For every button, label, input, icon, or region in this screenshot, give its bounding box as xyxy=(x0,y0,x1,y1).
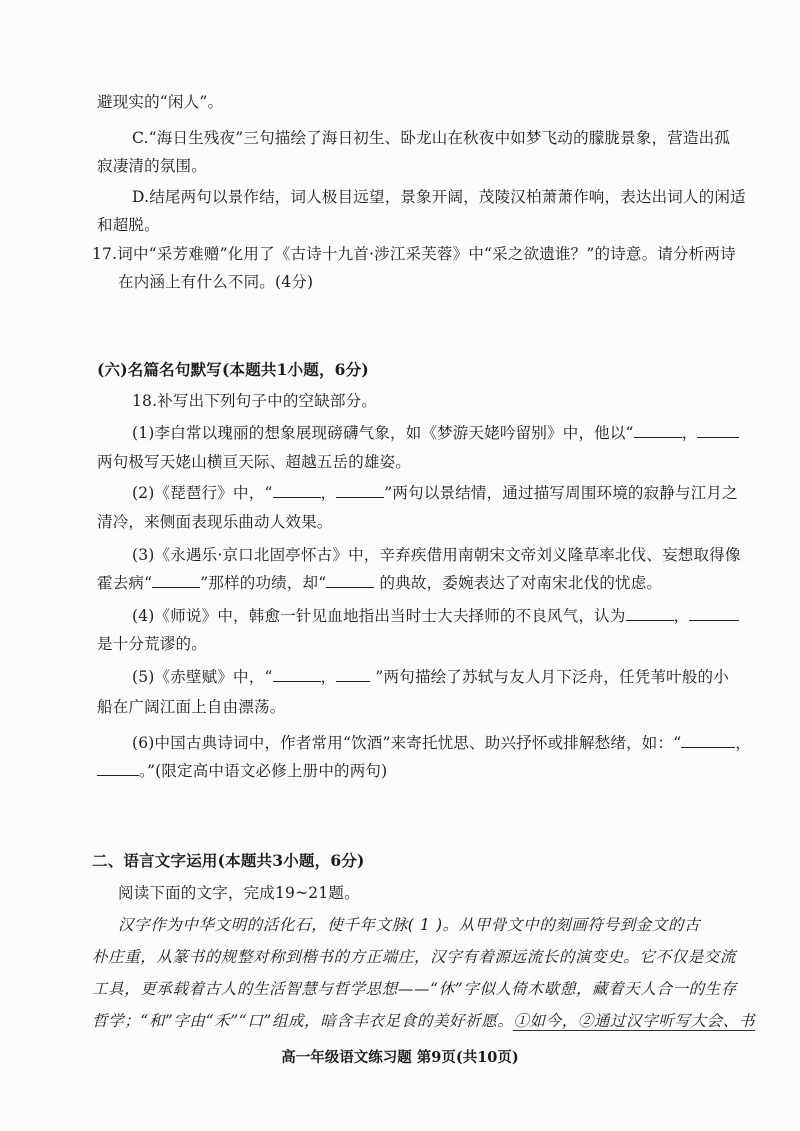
passage-line: 汉字作为中华文明的活化石，使千年文脉( 1 )。从甲骨文中的刻画符号到金文的古 xyxy=(118,916,701,934)
item-2-text: (2)《琵琶行》中，“ xyxy=(132,484,273,502)
item-2-text-cont: ”两句以景结情，通过描写周围环境的寂静与江月之 xyxy=(384,484,738,502)
item-2 xyxy=(132,483,738,503)
item-4 xyxy=(132,606,739,626)
answer-blank[interactable] xyxy=(273,667,321,682)
item-3-text-end: 的典故，委婉表达了对南宋北伐的忧虑。 xyxy=(374,574,663,592)
option-d: D.结尾两句以景作结，词人极目远望，景象开阔，茂陵汉柏萧萧作响，表达出词人的闲适 xyxy=(132,188,746,206)
answer-blank[interactable] xyxy=(626,606,674,621)
comma: ， xyxy=(673,607,690,625)
item-6 xyxy=(132,733,751,753)
item-1-text: (1)李白常以瑰丽的想象展现磅礴气象，如《梦游天姥吟留别》中，他以“ xyxy=(132,424,634,442)
underlined-text: ①如今，②通过汉字听写大会、书 xyxy=(513,1012,755,1030)
text-line: 寂凄清的氛围。 xyxy=(97,157,207,175)
question-18: 18.补写出下列句子中的空缺部分。 xyxy=(132,392,378,410)
answer-blank[interactable] xyxy=(326,573,374,588)
answer-blank[interactable] xyxy=(97,761,139,776)
answer-blank[interactable] xyxy=(152,573,200,588)
section-heading-6: (六)名篇名句默写(本题共1小题，6分) xyxy=(97,360,369,379)
item-3: (3)《永遇乐·京口北固亭怀古》中，辛弃疾借用南朝宋文帝刘义隆草率北伐、妄想取得像 xyxy=(132,546,741,564)
passage-text: 哲学；“和”字由“禾”“口”组成，暗含丰衣足食的美好祈愿。 xyxy=(92,1012,514,1030)
text-line: 船在广阔江面上自由漂荡。 xyxy=(97,698,286,716)
text-line: 两句极写天姥山横亘天际、超越五岳的雄姿。 xyxy=(97,453,412,471)
passage-line xyxy=(92,1011,755,1031)
answer-blank[interactable] xyxy=(336,667,370,682)
text-line: 在内涵上有什么不同。(4分) xyxy=(118,273,314,291)
option-c: C.“海日生残夜”三句描绘了海日初生、卧龙山在秋夜中如梦飞动的朦胧景象，营造出孤 xyxy=(132,129,731,147)
section-heading-2: 二、语言文字运用(本题共3小题，6分) xyxy=(92,851,365,870)
text-line: 和超脱。 xyxy=(97,216,160,234)
item-6-text: (6)中国古典诗词中，作者常用“饮酒”来寄托忧思、助兴抒怀或排解愁绪，如：“ xyxy=(132,734,682,752)
item-4-text: (4)《师说》中，韩愈一针见血地指出当时士大夫择师的不良风气，认为 xyxy=(132,607,626,625)
item-3-cont xyxy=(97,573,662,593)
comma: ， xyxy=(681,424,698,442)
comma: ， xyxy=(320,668,337,686)
text-line: 清冷，来侧面表现乐曲动人效果。 xyxy=(97,513,333,531)
answer-blank[interactable] xyxy=(634,423,682,438)
comma: ， xyxy=(320,484,337,502)
item-3-text: 霍去病“ xyxy=(97,574,153,592)
reading-instruction: 阅读下面的文字，完成19~21题。 xyxy=(118,884,360,902)
text-line: 是十分荒谬的。 xyxy=(97,635,207,653)
page-footer: 高一年级语文练习题 第9页(共10页) xyxy=(281,1049,519,1066)
item-5 xyxy=(132,667,729,687)
item-3-text-mid: ”那样的功绩，却“ xyxy=(200,574,327,592)
answer-blank[interactable] xyxy=(689,606,739,621)
item-5-text: (5)《赤壁赋》中，“ xyxy=(132,668,273,686)
passage-line: 工具，更承载着古人的生活智慧与哲学思想——“休”字似人倚木歇憩，藏着天人合一的生存 xyxy=(92,980,737,998)
item-6-text-end: 。”(限定高中语文必修上册中的两句) xyxy=(139,762,388,780)
text-line: 避现实的“闲人”。 xyxy=(97,93,224,111)
question-17: 17.词中“采芳难赠”化用了《古诗十九首·涉江采芙蓉》中“采之欲遗谁？”的诗意。请分析两诗 xyxy=(92,245,736,263)
answer-blank[interactable] xyxy=(336,483,384,498)
answer-blank[interactable] xyxy=(681,733,735,748)
answer-blank[interactable] xyxy=(697,423,739,438)
item-5-text-cont: ”两句描绘了苏轼与友人月下泛舟，任凭苇叶般的小 xyxy=(370,668,729,686)
answer-blank[interactable] xyxy=(273,483,321,498)
comma: ， xyxy=(735,734,752,752)
item-1 xyxy=(132,423,739,443)
item-6-cont xyxy=(97,761,387,781)
passage-line: 朴庄重，从篆书的规整对称到楷书的方正端庄，汉字有着源远流长的演变史。它不仅是交流 xyxy=(92,948,737,966)
